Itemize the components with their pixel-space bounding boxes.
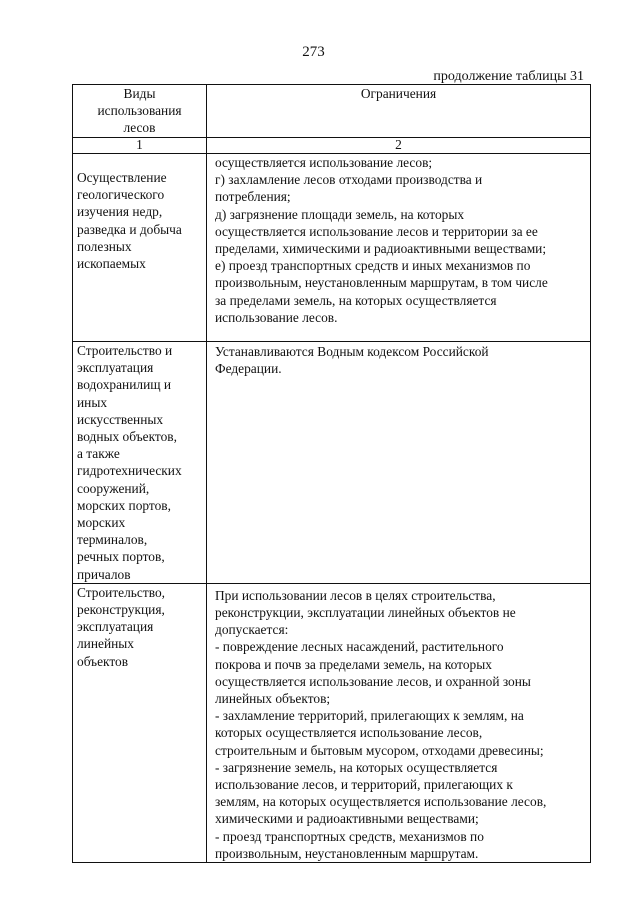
text-line: полезных xyxy=(77,238,132,254)
text-line: строительным и бытовым мусором, отходами древесины; xyxy=(215,742,544,758)
table-continuation-label: продолжение таблицы 31 xyxy=(433,69,584,84)
usage-kind-cell xyxy=(73,154,207,342)
text-line: осуществляется использование лесов, и охранной зоны xyxy=(215,673,531,689)
text-line: за пределами земель, на которых осуществляется xyxy=(215,292,497,308)
text-line: Федерации. xyxy=(215,361,282,377)
text-line: эксплуатация xyxy=(77,360,154,376)
text-line: эксплуатация xyxy=(77,619,154,635)
column-number-1: 1 xyxy=(73,138,207,154)
text-line: гидротехнических xyxy=(77,463,182,479)
text-line: - повреждение лесных насаждений, растительного xyxy=(215,639,504,655)
text-line: Осуществление xyxy=(77,170,167,185)
text-line: объектов xyxy=(77,653,129,669)
text-line: которых осуществляется использование лесов, xyxy=(215,725,483,741)
text-line: произвольным, неустановленным маршрутам, в том числе xyxy=(215,275,548,291)
text-line: а также xyxy=(77,446,120,462)
header-kinds-line: Виды xyxy=(123,86,156,101)
text-line: - проезд транспортных средств, механизмов по xyxy=(215,828,484,844)
text-line: терминалов, xyxy=(77,532,148,548)
text-line: сооружений, xyxy=(77,480,150,496)
text-line: д) загрязнение площади земель, на которых xyxy=(215,206,465,222)
text-line: потребления; xyxy=(215,189,291,205)
text-line: Строительство и xyxy=(77,343,173,358)
text-line: - захламление территорий, прилегающих к землям, на xyxy=(215,708,524,724)
column-number-row xyxy=(73,138,591,154)
column-number-2: 2 xyxy=(207,138,591,154)
text-line: г) захламление лесов отходами производства и xyxy=(215,172,483,188)
text-line: Устанавливаются Водным кодексом Российской xyxy=(215,344,489,359)
text-line: землям, на которых осуществляется использование лесов, xyxy=(215,794,547,810)
text-line: изучения недр, xyxy=(77,204,163,220)
text-line: осуществляется использование лесов; xyxy=(215,155,433,170)
text-line: линейных объектов; xyxy=(215,691,331,707)
table-row xyxy=(73,342,591,584)
restrictions-cell xyxy=(207,342,591,584)
header-cell-restrictions: Ограничения xyxy=(207,85,591,138)
text-line: разведка и добыча xyxy=(77,221,182,237)
text-line: При использовании лесов в целях строительства, xyxy=(215,587,496,603)
text-line: геологического xyxy=(77,187,165,203)
text-line: водных объектов, xyxy=(77,429,177,445)
text-line: осуществляется использование лесов и территории за ее xyxy=(215,223,538,239)
usage-kind-cell xyxy=(73,583,207,862)
text-line: пределами, химическими и радиоактивными веществами; xyxy=(215,241,547,257)
text-line: речных портов, xyxy=(77,549,165,565)
text-line: морских xyxy=(77,515,126,531)
table-header-row xyxy=(73,85,591,138)
text-line: использование лесов, и территорий, прилегающих к xyxy=(215,777,513,793)
text-line: покрова и почв за пределами земель, на которых xyxy=(215,656,492,672)
table-row xyxy=(73,583,591,862)
header-cell-kinds xyxy=(73,85,207,138)
table-row xyxy=(73,154,591,342)
text-line: искусственных xyxy=(77,411,164,427)
text-line: линейных xyxy=(77,636,134,652)
restrictions-cell xyxy=(207,154,591,342)
restrictions-cell xyxy=(207,583,591,862)
restrictions-table xyxy=(72,84,591,863)
page-number: 273 xyxy=(302,44,325,60)
header-kinds-line: использования xyxy=(97,103,182,119)
text-line: водохранилищ и xyxy=(77,377,172,393)
text-line: ископаемых xyxy=(77,256,146,272)
text-line: произвольным, неустановленным маршрутам. xyxy=(215,845,479,861)
header-kinds-line: лесов xyxy=(123,120,156,136)
text-line: химическими и радиоактивными веществами; xyxy=(215,811,479,827)
text-line: иных xyxy=(77,394,108,410)
text-line: Строительство, xyxy=(77,584,165,600)
text-line: реконструкция, xyxy=(77,602,165,618)
text-line: причалов xyxy=(77,566,131,582)
text-line: реконструкции, эксплуатации линейных объектов не xyxy=(215,605,516,621)
text-line: использование лесов. xyxy=(215,309,338,325)
text-line: е) проезд транспортных средств и иных механизмов по xyxy=(215,258,531,274)
text-line: морских портов, xyxy=(77,497,171,513)
usage-kind-cell xyxy=(73,342,207,584)
text-line: допускается: xyxy=(215,622,289,638)
text-line: - загрязнение земель, на которых осуществляется xyxy=(215,759,498,775)
